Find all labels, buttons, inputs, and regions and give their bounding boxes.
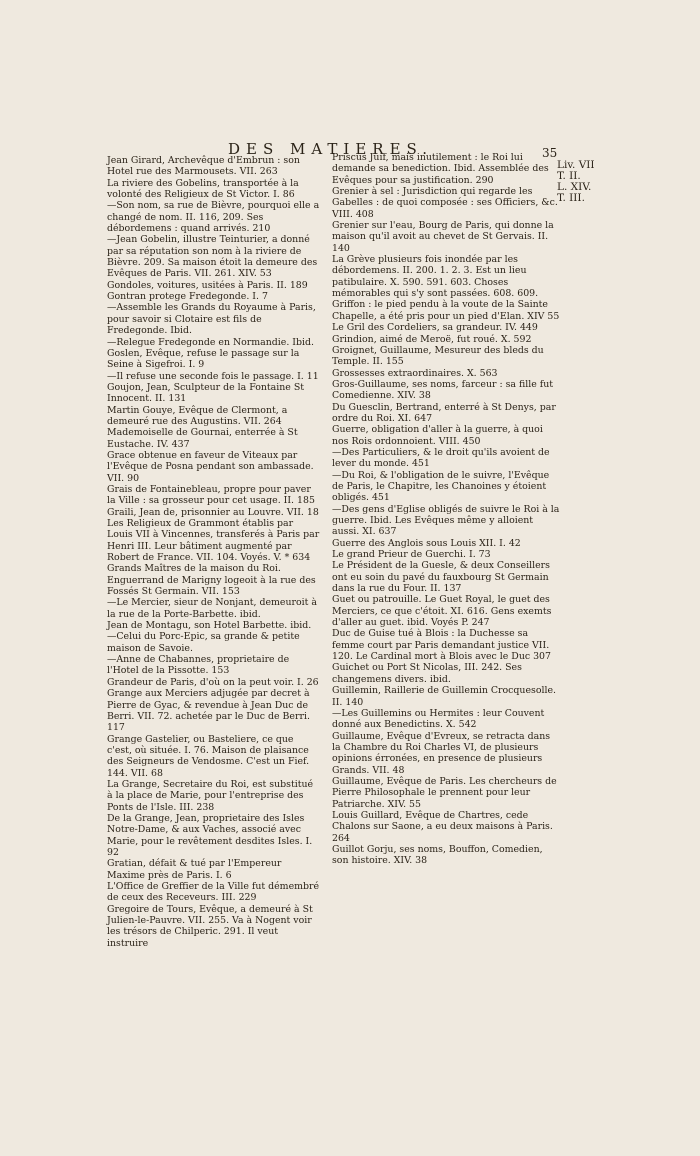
index-entry: Guillemin, Raillerie de Guillemin Crocquesolle. II. 140 (332, 685, 556, 708)
index-entry: Grange aux Merciers adjugée par decret à Pierre de Gyac, & revendue à Jean Duc de Berri. VII. 72. achetée par le Duc de Berri. 117 (107, 688, 310, 734)
index-entry: —Le Mercier, sieur de Nonjant, demeuroit à la rue de la Porte-Barbette. ibid. (107, 597, 317, 620)
index-entry: Grenier sur l'eau, Bourg de Paris, qui donne la maison qu'il avoit au chevet de St Gervais. II. 140 (332, 220, 554, 254)
index-entry: Grindion, aimé de Meroë, fut roué. X. 592 (332, 333, 532, 345)
page-title: DES MATIERES. (228, 140, 434, 158)
page-number: 35 (542, 146, 558, 160)
index-entry: Guichet ou Port St Nicolas, III. 242. Ses changemens divers. ibid. (332, 662, 522, 685)
index-entry: Le grand Prieur de Guerchi. I. 73 (332, 549, 491, 561)
index-entry: Grange Gastelier, ou Basteliere, ce que c'est, où située. I. 76. Maison de plaisance des Seigneurs de Vendosme. C'est un Fief. 144. VII. 68 (107, 733, 310, 779)
index-entry: —Des Particuliers, & le droit qu'ils avoient de lever du monde. 451 (332, 446, 550, 470)
index-entry: —Son nom, sa rue de Bièvre, pourquoi elle a changé de nom. II. 116, 209. Ses débordemens : quand arrivés. 210 (107, 200, 320, 235)
index-entry: Duc de Guise tué à Blois : la Duchesse sa femme court par Paris demandant justice VII. 120. Le Cardinal mort à Blois avec le Duc 307 (332, 628, 551, 663)
index-entry: La riviere des Gobelins, transportée à la volonté des Religieux de St Victor. I. 86 (107, 177, 299, 201)
index-entry: Louis Guillard, Evêque de Chartres, cede Chalons sur Saone, a eu deux maisons à Paris. 264 (332, 809, 553, 844)
index-entry: La Grève plusieurs fois inondée par les débordemens. II. 200. 1. 2. 3. Est un lieu patibulaire. X. 590. 591. 603. Choses mémorables qui s'y sont passées. 608. 609. (332, 254, 539, 300)
index-entry: Le Président de la Guesle, & deux Conseillers ont eu soin du pavé du fauxbourg St Germain dans la rue du Four. II. 137 (332, 560, 550, 595)
index-entry: —Du Roi, & l'obligation de le suivre, l'Evêque de Paris, le Chapitre, les Chanoines y étoient obligés. 451 (332, 469, 550, 504)
index-entry: Guillot Gorju, ses noms, Bouffon, Comedien, son histoire. XIV. 38 (332, 843, 543, 867)
margin-note-line: L. XIV. (557, 181, 592, 194)
index-entry: Le Gril des Cordeliers, sa grandeur. IV. 449 (332, 322, 538, 334)
index-entry: Gros-Guillaume, ses noms, farceur : sa fille fut Comedienne. XIV. 38 (332, 378, 554, 402)
margin-note-line: T. III. (557, 192, 585, 205)
margin-note (557, 160, 617, 204)
index-entry: Martin Gouye, Evêque de Clermont, a demeuré rue des Augustins. VII. 264 (107, 404, 288, 427)
index-entry: Graili, Jean de, prisonnier au Louvre. VII. 18 (107, 506, 319, 518)
index-entry: —Anne de Chabannes, proprietaire de l'Hotel de la Pissotte. 153 (107, 654, 290, 677)
index-entry: —Relegue Fredegonde en Normandie. Ibid. (107, 336, 314, 348)
margin-note-line: Liv. VII (557, 159, 595, 171)
index-entry: Grossesses extraordinaires. X. 563 (332, 367, 498, 379)
index-entry: Jean de Montagu, son Hotel Barbette. ibid. (107, 620, 312, 632)
index-entry: —Les Guillemins ou Hermites : leur Couvent donné aux Benedictins. X. 542 (332, 707, 545, 731)
index-entry: Guet ou patrouille. Le Guet Royal, le guet des Merciers, ce que c'étoit. XI. 616. Gens exemts d'aller au guet. ibid. Voyés P. 247 (332, 594, 552, 629)
index-entry: Jean Girard, Archevêque d'Embrun : son Hotel rue des Marmousets. VII. 263 (107, 155, 300, 178)
left-column (107, 155, 321, 949)
index-entry: Griffon : le pied pendu à la voute de la Sainte Chapelle, a été pris pour un pied d'Elan. XIV 55 (332, 299, 560, 322)
index-entry: Gratian, défait & tué par l'Empereur Maxime près de Paris. I. 6 (107, 858, 282, 881)
index-entry: Goslen, Evêque, refuse le passage sur la Seine à Sigefroi. I. 9 (107, 347, 300, 371)
index-entry: Guerre des Anglois sous Louis XII. I. 42 (332, 537, 521, 549)
margin-note-line: T. II. (557, 170, 581, 183)
index-entry: Mademoiselle de Gournai, enterrée à St Eustache. IV. 437 (107, 427, 298, 450)
index-entry: Guillaume, Evêque de Paris. Les chercheurs de Pierre Philosophale le prennent pour leur Patriarche. XIV. 55 (332, 775, 557, 810)
index-entry: Groignet, Guillaume, Mesureur des bleds du Temple. II. 155 (332, 344, 544, 368)
index-entry: De la Grange, Jean, proprietaire des Isles Notre-Dame, & aux Vaches, associé avec Marie, pour le revêtement desdites Isles. I. 92 (107, 812, 313, 858)
index-entry: Grace obtenue en faveur de Viteaux par l'Evêque de Posna pendant son ambassade. VII. 90 (107, 449, 314, 484)
index-entry: —Jean Gobelin, illustre Teinturier, a donné par sa réputation son nom à la riviere de Bièvre. 209. Sa maison étoit la demeure des Evêques de Paris. VII. 261. XIV. 53 (107, 234, 318, 280)
index-entry: Goujon, Jean, Sculpteur de la Fontaine St Innocent. II. 131 (107, 381, 305, 405)
index-entry: —Celui du Porc-Epic, sa grande & petite maison de Savoie. (107, 631, 300, 654)
index-entry: Grais de Fontainebleau, propre pour paver la Ville : sa grosseur pour cet usage. II. 185 (107, 483, 315, 507)
index-entry: La Grange, Secretaire du Roi, est substitué à la place de Marie, pour l'entreprise des Ponts de l'Isle. III. 238 (107, 778, 314, 813)
index-entry: —Il refuse une seconde fois le passage. I. 11 (107, 370, 319, 382)
index-entry: Grenier à sel : Jurisdiction qui regarde les Gabelles : de quoi composée : ses Officiers, &c. VIII. 408 (332, 186, 558, 220)
index-entry: Gondoles, voitures, usitées à Paris. II. 189 (107, 279, 308, 291)
index-entry: Guillaume, Evêque d'Evreux, se retracta dans la Chambre du Roi Charles VI, de plusieurs opinions érronées, en presence de plusieurs Grands. VII. 48 (332, 730, 551, 776)
index-entry: —Des gens d'Eglise obligés de suivre le Roi à la guerre. Ibid. Les Evêques même y alloient aussi. XI. 637 (332, 503, 560, 538)
index-entry: —Assemble les Grands du Royaume à Paris, pour savoir si Clotaire est fils de Fredegonde. Ibid. (107, 302, 316, 337)
index-entry: Gregoire de Tours, Evêque, a demeuré à St Julien-le-Pauvre. VII. 255. Va à Nogent voir les trésors de Chilperic. 291. Il veut instruire (107, 903, 313, 949)
index-entry: L'Office de Greffier de la Ville fut démembré de ceux des Receveurs. III. 229 (107, 881, 320, 904)
index-entry: Priscus Juif, mais inutilement : le Roi lui demande sa benediction. Ibid. Assemblée des Evêques pour sa justification. 290 (332, 152, 549, 186)
index-entry: Les Religieux de Grammont établis par Louis VII à Vincennes, transferés à Paris par Henri III. Leur bâtiment augmenté par Robert de France. VII. 104. Voyés. V. * 634 (107, 518, 320, 564)
index-entry: Grandeur de Paris, d'où on la peut voir. I. 26 (107, 676, 319, 688)
index-entry: Du Guesclin, Bertrand, enterré à St Denys, par ordre du Roi. XI. 647 (332, 401, 556, 424)
index-entry: Grands Maîtres de la maison du Roi. Enguerrand de Marigny logeoit à la rue des Fossés St Germain. VII. 153 (107, 563, 316, 598)
index-entry: Guerre, obligation d'aller à la guerre, à quoi nos Rois ordonnoient. VIII. 450 (332, 424, 543, 447)
index-entry: Gontran protege Fredegonde. I. 7 (107, 291, 268, 303)
right-column (332, 152, 560, 867)
